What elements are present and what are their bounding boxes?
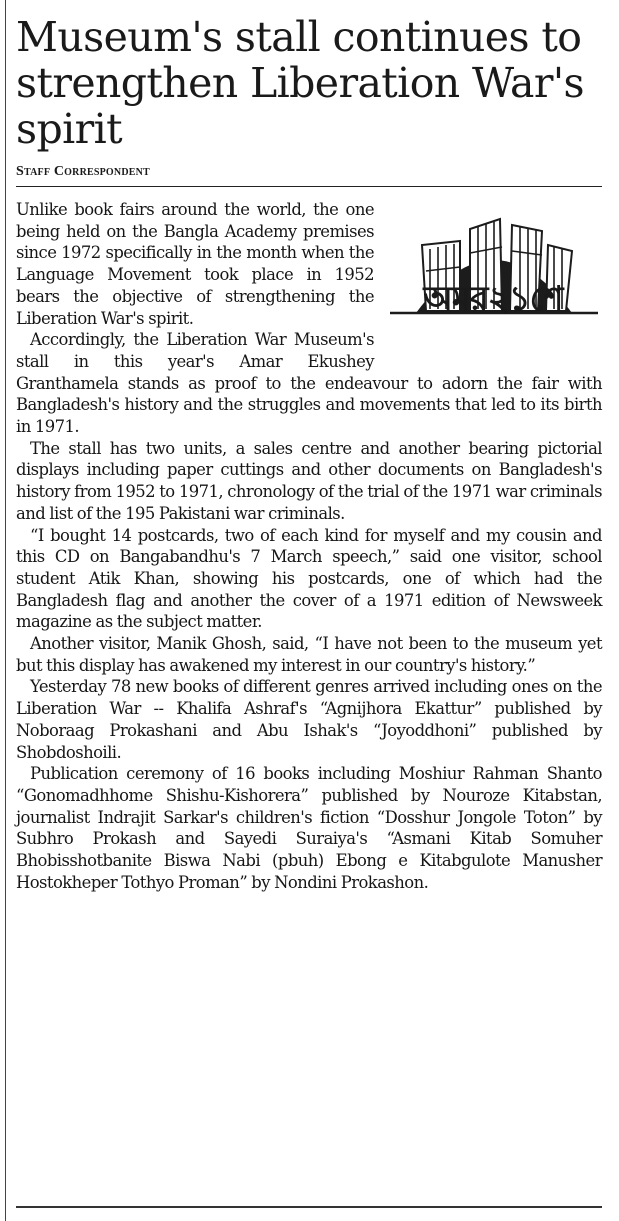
paragraph: The stall has two units, a sales centre and another bearing pictorial displays including paper cuttings and other documents on Bangladesh's history from 1952 to 1971, chronology of the trial of the 1971 war criminals and list of the 195 Pakistani war criminals. xyxy=(16,438,602,523)
paragraph: Accordingly, the Liberation War Museum's stall in this year's Amar Ekushey Granthamela stands as proof to the endeavour to adorn the fair with Bangladesh's history and the struggles and movements that led to its birth in 1971. xyxy=(16,330,602,437)
paragraph: “I bought 14 postcards, two of each kind for myself and my cousin and this CD on Bangabandhu's 7 March speech,” said one visitor, school student Atik Khan, showing his postcards, one of which had the Bangladesh flag and another the cover of a 1971 edition of Newsweek magazine as the subject matter. xyxy=(16,525,602,632)
amar-ekushey-logo xyxy=(386,201,602,351)
logo-text: অমর২১শে xyxy=(423,279,563,319)
bottom-divider xyxy=(16,1206,602,1208)
column-left-rule xyxy=(5,0,6,1221)
headline: Museum's stall continues to strengthen Liberation War's spirit xyxy=(16,13,584,153)
paragraph: Another visitor, Manik Ghosh, said, “I have not been to the museum yet but this display has awakened my interest in our country's history.” xyxy=(16,634,602,675)
article xyxy=(16,0,602,894)
shaheed-minar-logo-icon xyxy=(386,201,602,351)
paragraph: Unlike book fairs around the world, the one being held on the Bangla Academy premises since 1972 specifically in the month when the Language Movement took place in 1952 bears the objective of strengthening the Liberation War's spirit. xyxy=(16,200,374,328)
paragraph: Publication ceremony of 16 books including Moshiur Rahman Shanto “Gonomadhhome Shishu-Kishorera” published by Nouroze Kitabstan, journalist Indrajit Sarkar's children's fiction “Dosshur Jongole Toton” by Subhro Prokash and Sayedi Suraiya's “Asmani Kitab Somuher Bhobisshotbanite Biswa Nabi (pbuh) Ebong e Kitabgulote Manusher Hostokheper Tothyo Proman” by Nondini Prokashon. xyxy=(16,764,602,892)
byline: Staff Correspondent xyxy=(16,164,150,179)
article-body xyxy=(16,199,602,894)
byline-divider xyxy=(16,186,602,187)
paragraph: Yesterday 78 new books of different genres arrived including ones on the Liberation War -- Khalifa Ashraf's “Agnijhora Ekattur” published by Noboraag Prokashani and Abu Ishak's “Joyoddhoni” published by Shobdoshoili. xyxy=(16,677,602,762)
